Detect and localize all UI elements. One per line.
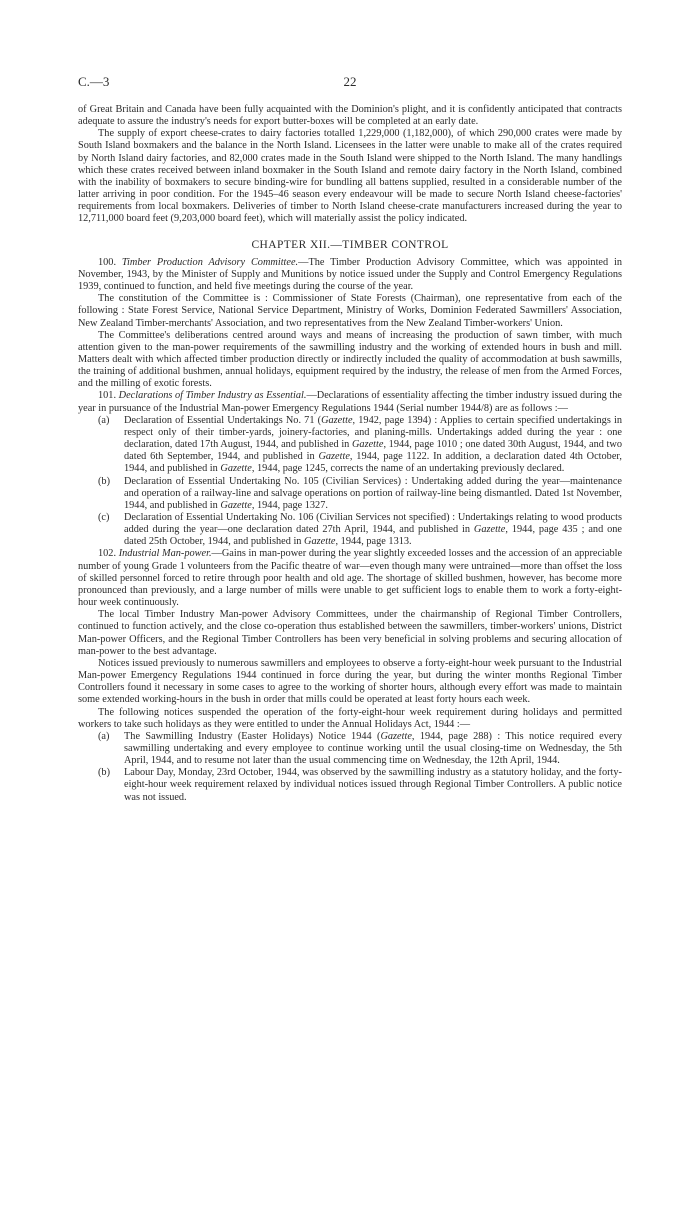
paragraph-number: 100.	[98, 256, 117, 268]
list-item-label: (b)	[98, 767, 111, 779]
list-item	[98, 415, 622, 476]
paragraph-continued: of Great Britain and Canada have been fully acquainted with the Dominion's plight, and it is confidently anticipated that contracts adequate to assure the industry's needs for export butter-boxes will be completed at an early date.	[78, 104, 622, 128]
paragraph-cheese-crates: The supply of export cheese-crates to dairy factories totalled 1,229,000 (1,182,000), of which 290,000 crates were made by South Island boxmakers and the balance in the North Island. Licensees in the latter were unable to make all of the crates required by North Island dairy factories, and 82,000 crates made in the South Island were shipped to the North Island. The many handlings which these crates received between inland boxmaker in the South Island and remote dairy factory in the North Island, combined with the inability of boxmakers to secure binding-wire for bundling all battens supplied, resulted in a considerable number of the latter arriving in poor condition. For the 1945–46 season every endeavour will be made to secure North Island cheese-factories' requirements from local boxmakers. Deliveries of timber to North Island cheese-crate manufacturers increased during the year to 12,711,000 board feet (9,203,000 board feet), which will materially assist the policy indicated.	[78, 128, 622, 225]
paragraph-committee-deliberations: The Committee's deliberations centred around ways and means of increasing the production of sawn timber, with much attention given to the man-power requirements of the sawmilling industry and the working of extended hours in bush and mill. Matters dealt with which affected timber production directly or indirectly included the quality of accommodation at bush sawmills, the training of additional bushmen, annual holidays, equipment required by the industry, the release of men from the Armed Forces, and the milling of exotic forests.	[78, 329, 622, 390]
list-item	[98, 512, 622, 548]
list-item-text: Declaration of Essential Undertaking No. 105 (Civilian Services) : Undertaking added during the year—maintenance and operation of a railway-line and salvage operations on portion of railway-line being dismantled. Dated 1st November, 1944, and published in Gazette, 1944, page 1327.	[124, 475, 622, 511]
paragraph-text: —The Timber Production Advisory Committee, which was appointed in November, 1943, by the Minister of Supply and Munitions by notice issued under the Supply and Control Emergency Regulations 1939, continued to function, and held five meetings during the course of the year.	[78, 256, 622, 293]
list-item-label: (a)	[98, 730, 110, 742]
paragraph-number: 102.	[98, 548, 117, 560]
paragraph-101	[78, 390, 622, 414]
section-title: Declarations of Timber Industry as Essential.	[118, 390, 307, 402]
document-body	[78, 104, 622, 804]
paragraph-text: —Gains in man-power during the year slightly exceeded losses and the accession of an appreciable number of young Grade 1 volunteers from the Pacific theatre of war—even though many were untrained—more than offset the loss of skilled personnel forced to retire through poor health and old age. The shortage of skilled bushmen, however, has become more pronounced than previously, and a large number of mills were unable to get sufficient logs to enable them to work a forty-eight-hour week continuously.	[78, 548, 623, 609]
list-item-label: (c)	[98, 512, 110, 523]
paragraph-advisory-committees: The local Timber Industry Man-power Advisory Committees, under the chairmanship of Regional Timber Controllers, continued to function actively, and the close co-operation thus established between the sawmillers, timber-workers' unions, District Man-power Officers, and the Regional Timber Controllers has been very beneficial in solving problems and securing allocation of man-power to the best advantage.	[78, 609, 622, 657]
page-header	[78, 76, 622, 92]
list-item-text: The Sawmilling Industry (Easter Holidays) Notice 1944 (Gazette, 1944, page 288) : This notice required every sawmilling undertaking and every employee to continue working until the usual closing-time on Wednesday, the 5th April, 1944, and to resume not later than the usual commencing time on Wednesday, the 12th April, 1944.	[124, 730, 622, 767]
list-item-label: (b)	[98, 475, 111, 487]
paragraph-100	[78, 257, 622, 293]
list-item-label: (a)	[98, 414, 110, 426]
paragraph-text: —Declarations of essentiality affecting the timber industry issued during the year in pursuance of the Industrial Man-power Emergency Regulations 1944 (Serial number 1944/8) are as follows :—	[78, 390, 623, 414]
paragraph-number: 101.	[98, 390, 117, 402]
list-item	[98, 476, 622, 512]
list-item	[98, 731, 622, 767]
page-number: 22	[343, 74, 357, 89]
section-title: Timber Production Advisory Committee.	[121, 256, 299, 268]
chapter-heading: CHAPTER XII.—TIMBER CONTROL	[251, 238, 449, 251]
section-title: Industrial Man-power.	[118, 548, 212, 560]
paragraph-holidays: The following notices suspended the operation of the forty-eight-hour week requirement during holidays and permitted workers to take such holidays as they were entitled to under the Annual Holidays Act, 1944 :—	[78, 706, 622, 730]
paragraph-committee-constitution: The constitution of the Committee is : Commissioner of State Forests (Chairman), one representative from each of the following : State Forest Service, National Service Department, Ministry of Works, Dominion Federated Sawmillers' Association, New Zealand Timber-merchants' Association, and two representatives from the New Zealand Timber-workers' Union.	[78, 293, 622, 329]
paragraph-notices: Notices issued previously to numerous sawmillers and employees to observe a forty-eight-hour week pursuant to the Industrial Man-power Emergency Regulations 1944 continued in force during the year, but during the winter months Regional Timber Controllers found it necessary in some cases to agree to the working of shorter hours, although every effort was made to maintain some extended working-hours in the bush in order that mills could be operated at least forty hours each week.	[78, 657, 622, 706]
list-item-text: Labour Day, Monday, 23rd October, 1944, was observed by the sawmilling industry as a statutory holiday, and the forty-eight-hour week requirement relaxed by individual notices issued through Regional Timber Controllers. A public notice was not issued.	[124, 767, 622, 803]
list-item-text: Declaration of Essential Undertaking No. 106 (Civilian Services not specified) : Undertakings relating to wood products added during the year—one declaration dated 27th April, 1944, and published in Gazette, 1944, page 435 ; and one dated 25th October, 1944, and published in Gazette, 1944, page 1313.	[124, 512, 622, 548]
list-item-text: Declaration of Essential Undertakings No. 71 (Gazette, 1942, page 1394) : Applies to certain specified undertakings in respect only of their timber-yards, joinery-factories, and planing-mills. Undertakings added during the year : one declaration, dated 17th August, 1944, and published in Gazette, 1944, page 1010 ; one dated 30th August, 1944, and two dated 6th September, 1944, and published in Gazette, 1944, page 1122. In addition, a declaration dated 4th October, 1944, and published in Gazette, 1944, page 1245, corrects the name of an undertaking previously declared.	[124, 414, 622, 475]
document-reference: C.—3	[78, 74, 110, 89]
list-item	[98, 767, 622, 803]
paragraph-102	[78, 548, 622, 609]
